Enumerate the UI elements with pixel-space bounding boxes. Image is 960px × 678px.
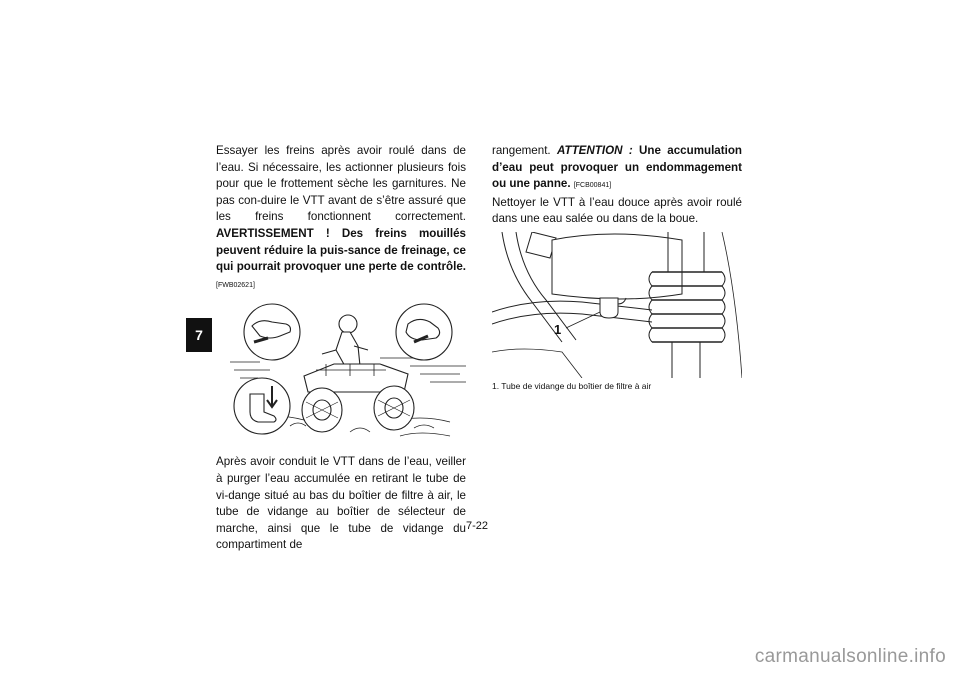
chapter-tab xyxy=(186,318,212,352)
storage-text: rangement. xyxy=(492,144,557,157)
left-column xyxy=(216,143,466,554)
warning-code: [FWB02621] xyxy=(216,281,255,289)
drain-tube-illustration xyxy=(492,232,742,378)
attention-code: [FCB00841] xyxy=(573,182,612,190)
page-number: 7-22 xyxy=(466,520,489,532)
callout-number: 1 xyxy=(554,321,562,337)
watermark: carmanualsonline.info xyxy=(754,646,946,667)
cleaning-paragraph: Nettoyer le VTT à l’eau douce après avoir roulé dans une eau salée ou dans de la boue. xyxy=(492,195,742,226)
atv-water-illustration xyxy=(230,302,466,450)
attention-text: Une accumulation d’eau peut provoquer un endommagement ou une panne. xyxy=(492,144,743,191)
brake-paragraph xyxy=(216,143,466,294)
brake-text: Essayer les freins après avoir roulé dans de l’eau. Si nécessaire, les actionner plusieurs fois pour que le frottement sèche les garnitures. Ne pas con-duire le VTT avant de s’être assuré que les freins fonctionnent correctement. xyxy=(216,144,466,224)
chapter-tab-number: 7 xyxy=(195,327,203,343)
brake-warning: AVERTISSEMENT ! Des freins mouillés peuvent réduire la puis-sance de freinage, ce qui pourrait provoquer une perte de contrôle. xyxy=(216,226,466,274)
right-column xyxy=(492,143,742,392)
figure-caption: 1. Tube de vidange du boîtier de filtre à air xyxy=(492,380,652,391)
drain-paragraph: Après avoir conduit le VTT dans de l’eau, veiller à purger l’eau accumulée en retirant le tube de vi-dange situé au bas du boîtier de filtre à air, le tube de vidange au boîtier de sélecteur de marche, ainsi que le tube de vidange du compartiment de xyxy=(216,455,466,552)
attention-label: ATTENTION : xyxy=(557,144,633,157)
storage-paragraph xyxy=(492,143,742,195)
